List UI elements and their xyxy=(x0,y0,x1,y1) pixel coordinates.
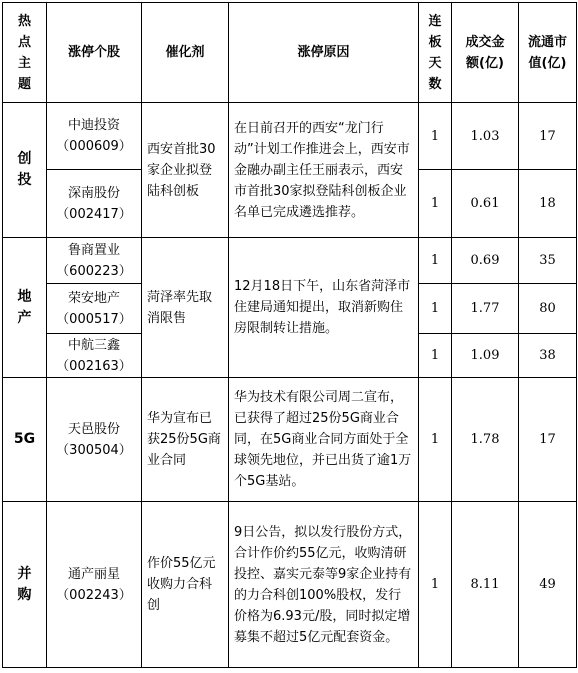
reason-cell: 9日公告，拟以发行股份方式，合计作价约55亿元，收购清研投控、嘉实元泰等9家企业持有的力合科创100%股权，发行价格为6.93元/股，同时拟定增募集不超过5亿元配套资金。 xyxy=(229,502,419,668)
amount-cell: 8.11 xyxy=(452,502,519,668)
reason-cell: 在日前召开的西安“龙门行动”计划工作推进会上，西安市金融办副主任王丽表示，西安市首批30家拟登陆科创板企业名单已完成遴选推荐。 xyxy=(229,103,419,238)
header-days: 连 板 天 数 xyxy=(419,3,452,103)
days-cell: 1 xyxy=(419,103,452,170)
days-cell: 1 xyxy=(419,170,452,238)
header-amount: 成交金 额(亿) xyxy=(452,3,519,103)
amount-cell: 1.78 xyxy=(452,378,519,502)
stock-cell: 荣安地产 （000517） xyxy=(47,284,142,334)
table-row xyxy=(3,502,577,668)
mcap-cell: 35 xyxy=(519,238,577,284)
header-row xyxy=(3,3,577,103)
mcap-cell: 17 xyxy=(519,103,577,170)
limit-up-table xyxy=(2,2,577,668)
mcap-cell: 38 xyxy=(519,334,577,378)
stock-cell: 深南股份 （002417） xyxy=(47,170,142,238)
amount-cell: 0.69 xyxy=(452,238,519,284)
mcap-cell: 49 xyxy=(519,502,577,668)
stock-cell: 中航三鑫 （002163） xyxy=(47,334,142,378)
stock-cell: 天邑股份 （300504） xyxy=(47,378,142,502)
days-cell: 1 xyxy=(419,238,452,284)
catalyst-cell: 菏泽率先取消限售 xyxy=(142,238,229,378)
stock-cell: 鲁商置业 （600223） xyxy=(47,238,142,284)
mcap-cell: 80 xyxy=(519,284,577,334)
theme-cell: 地 产 xyxy=(3,238,47,378)
amount-cell: 1.03 xyxy=(452,103,519,170)
days-cell: 1 xyxy=(419,378,452,502)
amount-cell: 1.77 xyxy=(452,284,519,334)
amount-cell: 0.61 xyxy=(452,170,519,238)
table-row xyxy=(3,103,577,170)
stock-cell: 中迪投资 （000609） xyxy=(47,103,142,170)
catalyst-cell: 西安首批30家企业拟登陆科创板 xyxy=(142,103,229,238)
table-row xyxy=(3,238,577,284)
days-cell: 1 xyxy=(419,502,452,668)
days-cell: 1 xyxy=(419,284,452,334)
header-mcap: 流通市 值(亿) xyxy=(519,3,577,103)
amount-cell: 1.09 xyxy=(452,334,519,378)
header-stock: 涨停个股 xyxy=(47,3,142,103)
theme-cell: 5G xyxy=(3,378,47,502)
mcap-cell: 17 xyxy=(519,378,577,502)
header-catalyst: 催化剂 xyxy=(142,3,229,103)
days-cell: 1 xyxy=(419,334,452,378)
table-row xyxy=(3,378,577,502)
catalyst-cell: 作价55亿元收购力合科创 xyxy=(142,502,229,668)
reason-cell: 12月18日下午，山东省菏泽市住建局通知提出，取消新购住房限制转让措施。 xyxy=(229,238,419,378)
header-theme: 热 点 主 题 xyxy=(3,3,47,103)
stock-cell: 通产丽星 （002243） xyxy=(47,502,142,668)
header-reason: 涨停原因 xyxy=(229,3,419,103)
theme-cell: 创 投 xyxy=(3,103,47,238)
catalyst-cell: 华为宣布已获25份5G商业合同 xyxy=(142,378,229,502)
theme-cell: 并 购 xyxy=(3,502,47,668)
reason-cell: 华为技术有限公司周二宣布，已获得了超过25份5G商业合同，在5G商业合同方面处于全球领先地位，并已出货了逾1万个5G基站。 xyxy=(229,378,419,502)
mcap-cell: 18 xyxy=(519,170,577,238)
